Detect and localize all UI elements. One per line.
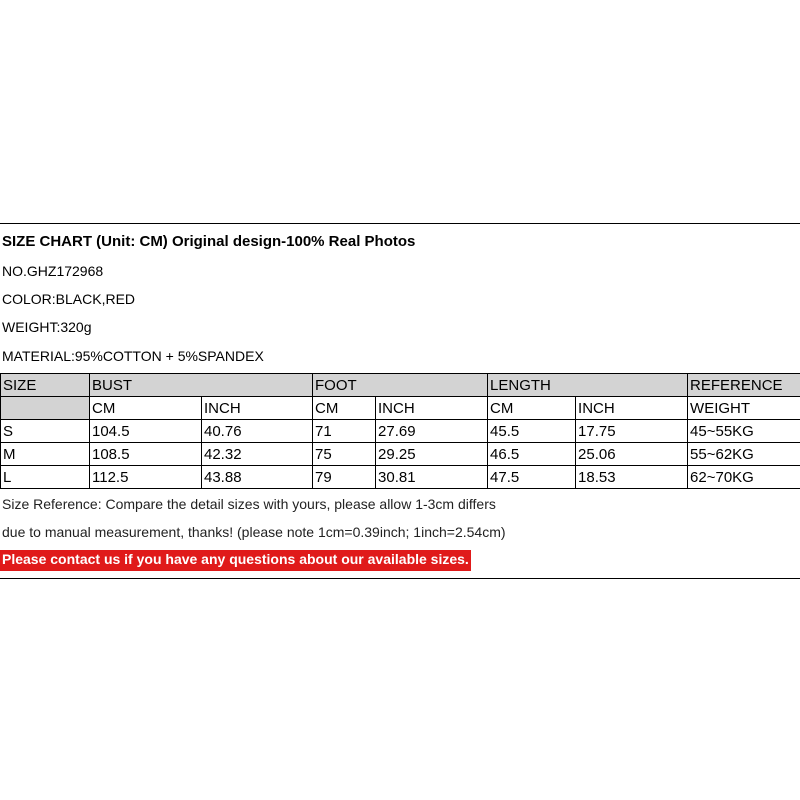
product-color: COLOR:BLACK,RED: [2, 291, 136, 307]
cell-size: M: [1, 443, 90, 466]
subheader-foot-inch: INCH: [376, 397, 488, 420]
cell-foot-inch: 29.25: [376, 443, 488, 466]
cell-foot-cm: 75: [313, 443, 376, 466]
table-row: [1, 466, 800, 489]
cell-bust-cm: 112.5: [90, 466, 202, 489]
product-material: MATERIAL:95%COTTON + 5%SPANDEX: [2, 348, 264, 364]
cell-weight: 55~62KG: [688, 443, 800, 466]
subheader-blank: [1, 397, 90, 420]
header-reference: REFERENCE: [688, 374, 800, 397]
cell-foot-inch: 30.81: [376, 466, 488, 489]
table-subheader-row: [1, 397, 800, 420]
table-row: [1, 420, 800, 443]
header-bust: BUST: [90, 374, 313, 397]
cell-weight: 45~55KG: [688, 420, 800, 443]
cell-length-cm: 46.5: [488, 443, 576, 466]
cell-length-inch: 17.75: [576, 420, 688, 443]
measurement-note: due to manual measurement, thanks! (please note 1cm=0.39inch; 1inch=2.54cm): [2, 524, 506, 540]
table-group-header-row: [1, 374, 800, 397]
cell-bust-inch: 43.88: [202, 466, 313, 489]
cell-length-cm: 45.5: [488, 420, 576, 443]
cell-weight: 62~70KG: [688, 466, 800, 489]
cell-foot-cm: 71: [313, 420, 376, 443]
subheader-bust-cm: CM: [90, 397, 202, 420]
subheader-bust-inch: INCH: [202, 397, 313, 420]
size-table: [0, 373, 800, 489]
cell-bust-inch: 40.76: [202, 420, 313, 443]
cell-length-inch: 25.06: [576, 443, 688, 466]
cell-foot-inch: 27.69: [376, 420, 488, 443]
cell-size: L: [1, 466, 90, 489]
header-foot: FOOT: [313, 374, 488, 397]
subheader-length-inch: INCH: [576, 397, 688, 420]
table-row: [1, 443, 800, 466]
subheader-length-cm: CM: [488, 397, 576, 420]
cell-size: S: [1, 420, 90, 443]
header-length: LENGTH: [488, 374, 688, 397]
subheader-foot-cm: CM: [313, 397, 376, 420]
cell-length-cm: 47.5: [488, 466, 576, 489]
cell-bust-cm: 108.5: [90, 443, 202, 466]
contact-warning-banner: Please contact us if you have any questions about our available sizes.: [0, 550, 471, 571]
product-number: NO.GHZ172968: [2, 263, 104, 279]
chart-title: SIZE CHART (Unit: CM) Original design-100% Real Photos: [2, 233, 416, 250]
header-size: SIZE: [1, 374, 90, 397]
cell-bust-cm: 104.5: [90, 420, 202, 443]
cell-foot-cm: 79: [313, 466, 376, 489]
product-weight: WEIGHT:320g: [2, 319, 92, 335]
subheader-weight: WEIGHT: [688, 397, 800, 420]
cell-bust-inch: 42.32: [202, 443, 313, 466]
size-reference-note: Size Reference: Compare the detail sizes with yours, please allow 1-3cm differs: [2, 496, 496, 512]
cell-length-inch: 18.53: [576, 466, 688, 489]
